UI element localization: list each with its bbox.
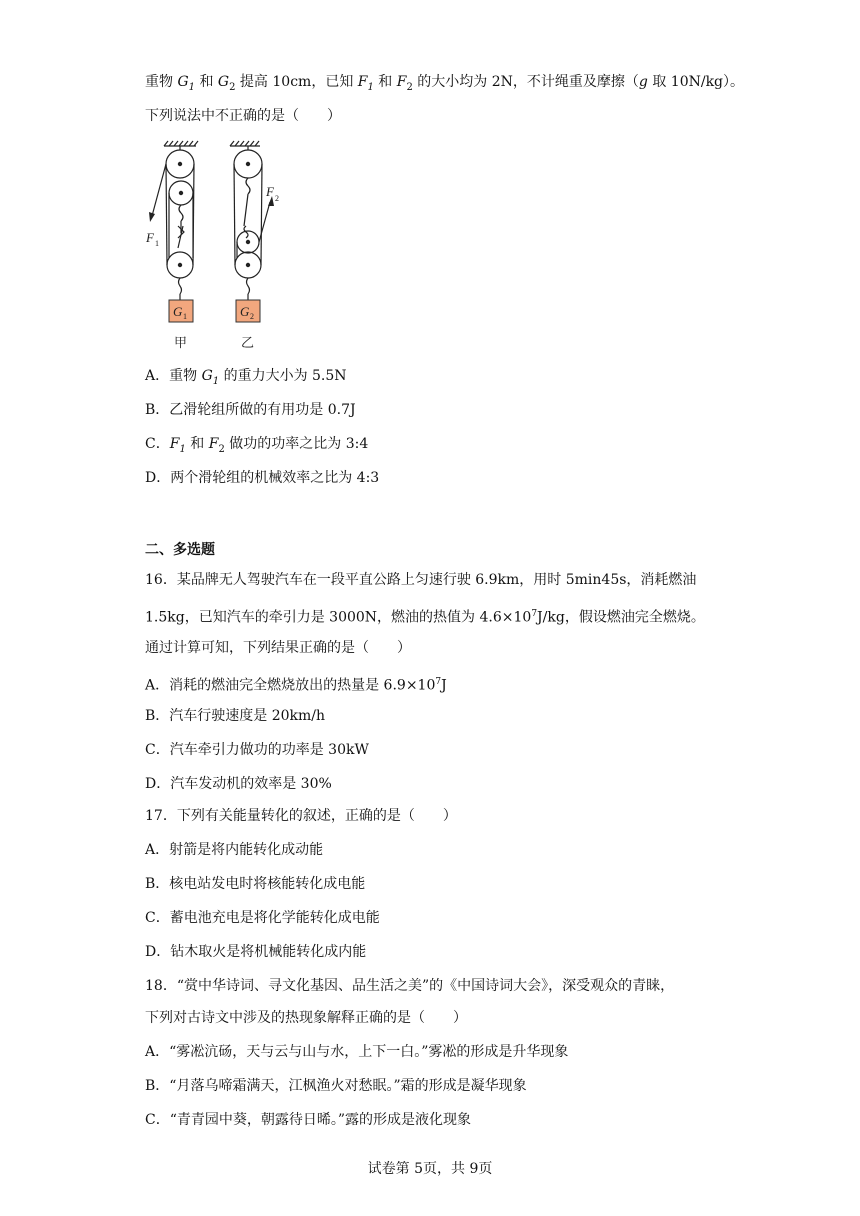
q17-option-d: D．钻木取火是将机械能转化成内能: [145, 944, 367, 960]
label-g1: G: [173, 304, 183, 319]
q17-option-b: B．核电站发电时将核能转化成电能: [145, 876, 366, 892]
q18-stem-line2: 下列对古诗文中涉及的热现象解释正确的是（ ）: [145, 1010, 467, 1026]
q16-option-c: C．汽车牵引力做功的功率是 30kW: [145, 742, 369, 758]
q17-option-c: C．蓄电池充电是将化学能转化成电能: [145, 910, 380, 926]
q16-stem-line1: 16．某品牌无人驾驶汽车在一段平直公路上匀速行驶 6.9km，用时 5min45s，消耗燃油: [145, 572, 697, 588]
caption-jia: 甲: [174, 335, 188, 350]
q16-option-d: D．汽车发动机的效率是 30%: [145, 776, 332, 792]
q15-option-d: D．两个滑轮组的机械效率之比为 4:3: [145, 470, 380, 486]
q15-option-a: A．重物 $G_1$ 的重力大小为 5.5N: [145, 368, 347, 387]
label-g2-sub: 2: [250, 312, 254, 321]
q17-stem: 17．下列有关能量转化的叙述，正确的是（ ）: [145, 808, 457, 824]
q18-stem-line1: 18．“赏中华诗词、寻文化基因、品生活之美”的《中国诗词大会》，深受观众的青睐，: [145, 978, 675, 994]
pulley-system-right: [234, 146, 270, 300]
section-title: 二、多选题: [145, 542, 215, 558]
q15-intro-line2: 下列说法中不正确的是（ ）: [145, 108, 341, 124]
q18-option-a: A．“雾凇沆砀，天与云与山与水，上下一白。”雾凇的形成是升华现象: [145, 1044, 569, 1060]
arrow-f1: [149, 212, 155, 222]
page-footer: 试卷第 5页，共 9页: [367, 1161, 493, 1177]
q15-intro-line1: 重物 $G_1$ 和 $G_2$ 提高 10cm，已知 $F_1$ 和 $F_2$ 的大小均为 2N，不计绳重及摩擦（g 取 10N/kg）。: [145, 74, 745, 93]
label-g2: G: [240, 304, 250, 319]
q16-option-b: B．汽车行驶速度是 20km/h: [145, 708, 326, 724]
label-f2: F: [266, 184, 274, 199]
caption-yi: 乙: [241, 335, 255, 350]
q17-option-a: A．射箭是将内能转化成动能: [145, 842, 324, 858]
label-f1: F: [146, 230, 154, 245]
label-f2-sub: 2: [275, 194, 279, 203]
q16-stem-line3: 通过计算可知，下列结果正确的是（ ）: [145, 640, 411, 656]
q16-option-a: A．消耗的燃油完全燃烧放出的热量是 $6.9\times 10^7J$: [145, 677, 447, 694]
pulley-system-left: [152, 146, 194, 300]
q15-option-c: C．$F_1$ 和 $F_2$ 做功的功率之比为 3:4: [145, 436, 369, 455]
q15-option-b: B．乙滑轮组所做的有用功是 0.7J: [145, 402, 356, 418]
ceiling-right: [230, 141, 260, 146]
ceiling-left: [164, 141, 198, 146]
label-f1-sub: 1: [155, 239, 159, 248]
pulley-figure: [140, 138, 300, 353]
q16-stem-line2: 1.5kg，已知汽车的牵引力是 3000N，燃油的热值为 $4.6\times 10^7J/kg$，假设燃油完全燃烧。: [145, 609, 705, 626]
q18-option-c: C．“青青园中葵，朝露待日晞。”露的形成是液化现象: [145, 1112, 472, 1128]
label-g1-sub: 1: [183, 312, 187, 321]
q18-option-b: B．“月落乌啼霜满天，江枫渔火对愁眠。”霜的形成是凝华现象: [145, 1078, 527, 1094]
